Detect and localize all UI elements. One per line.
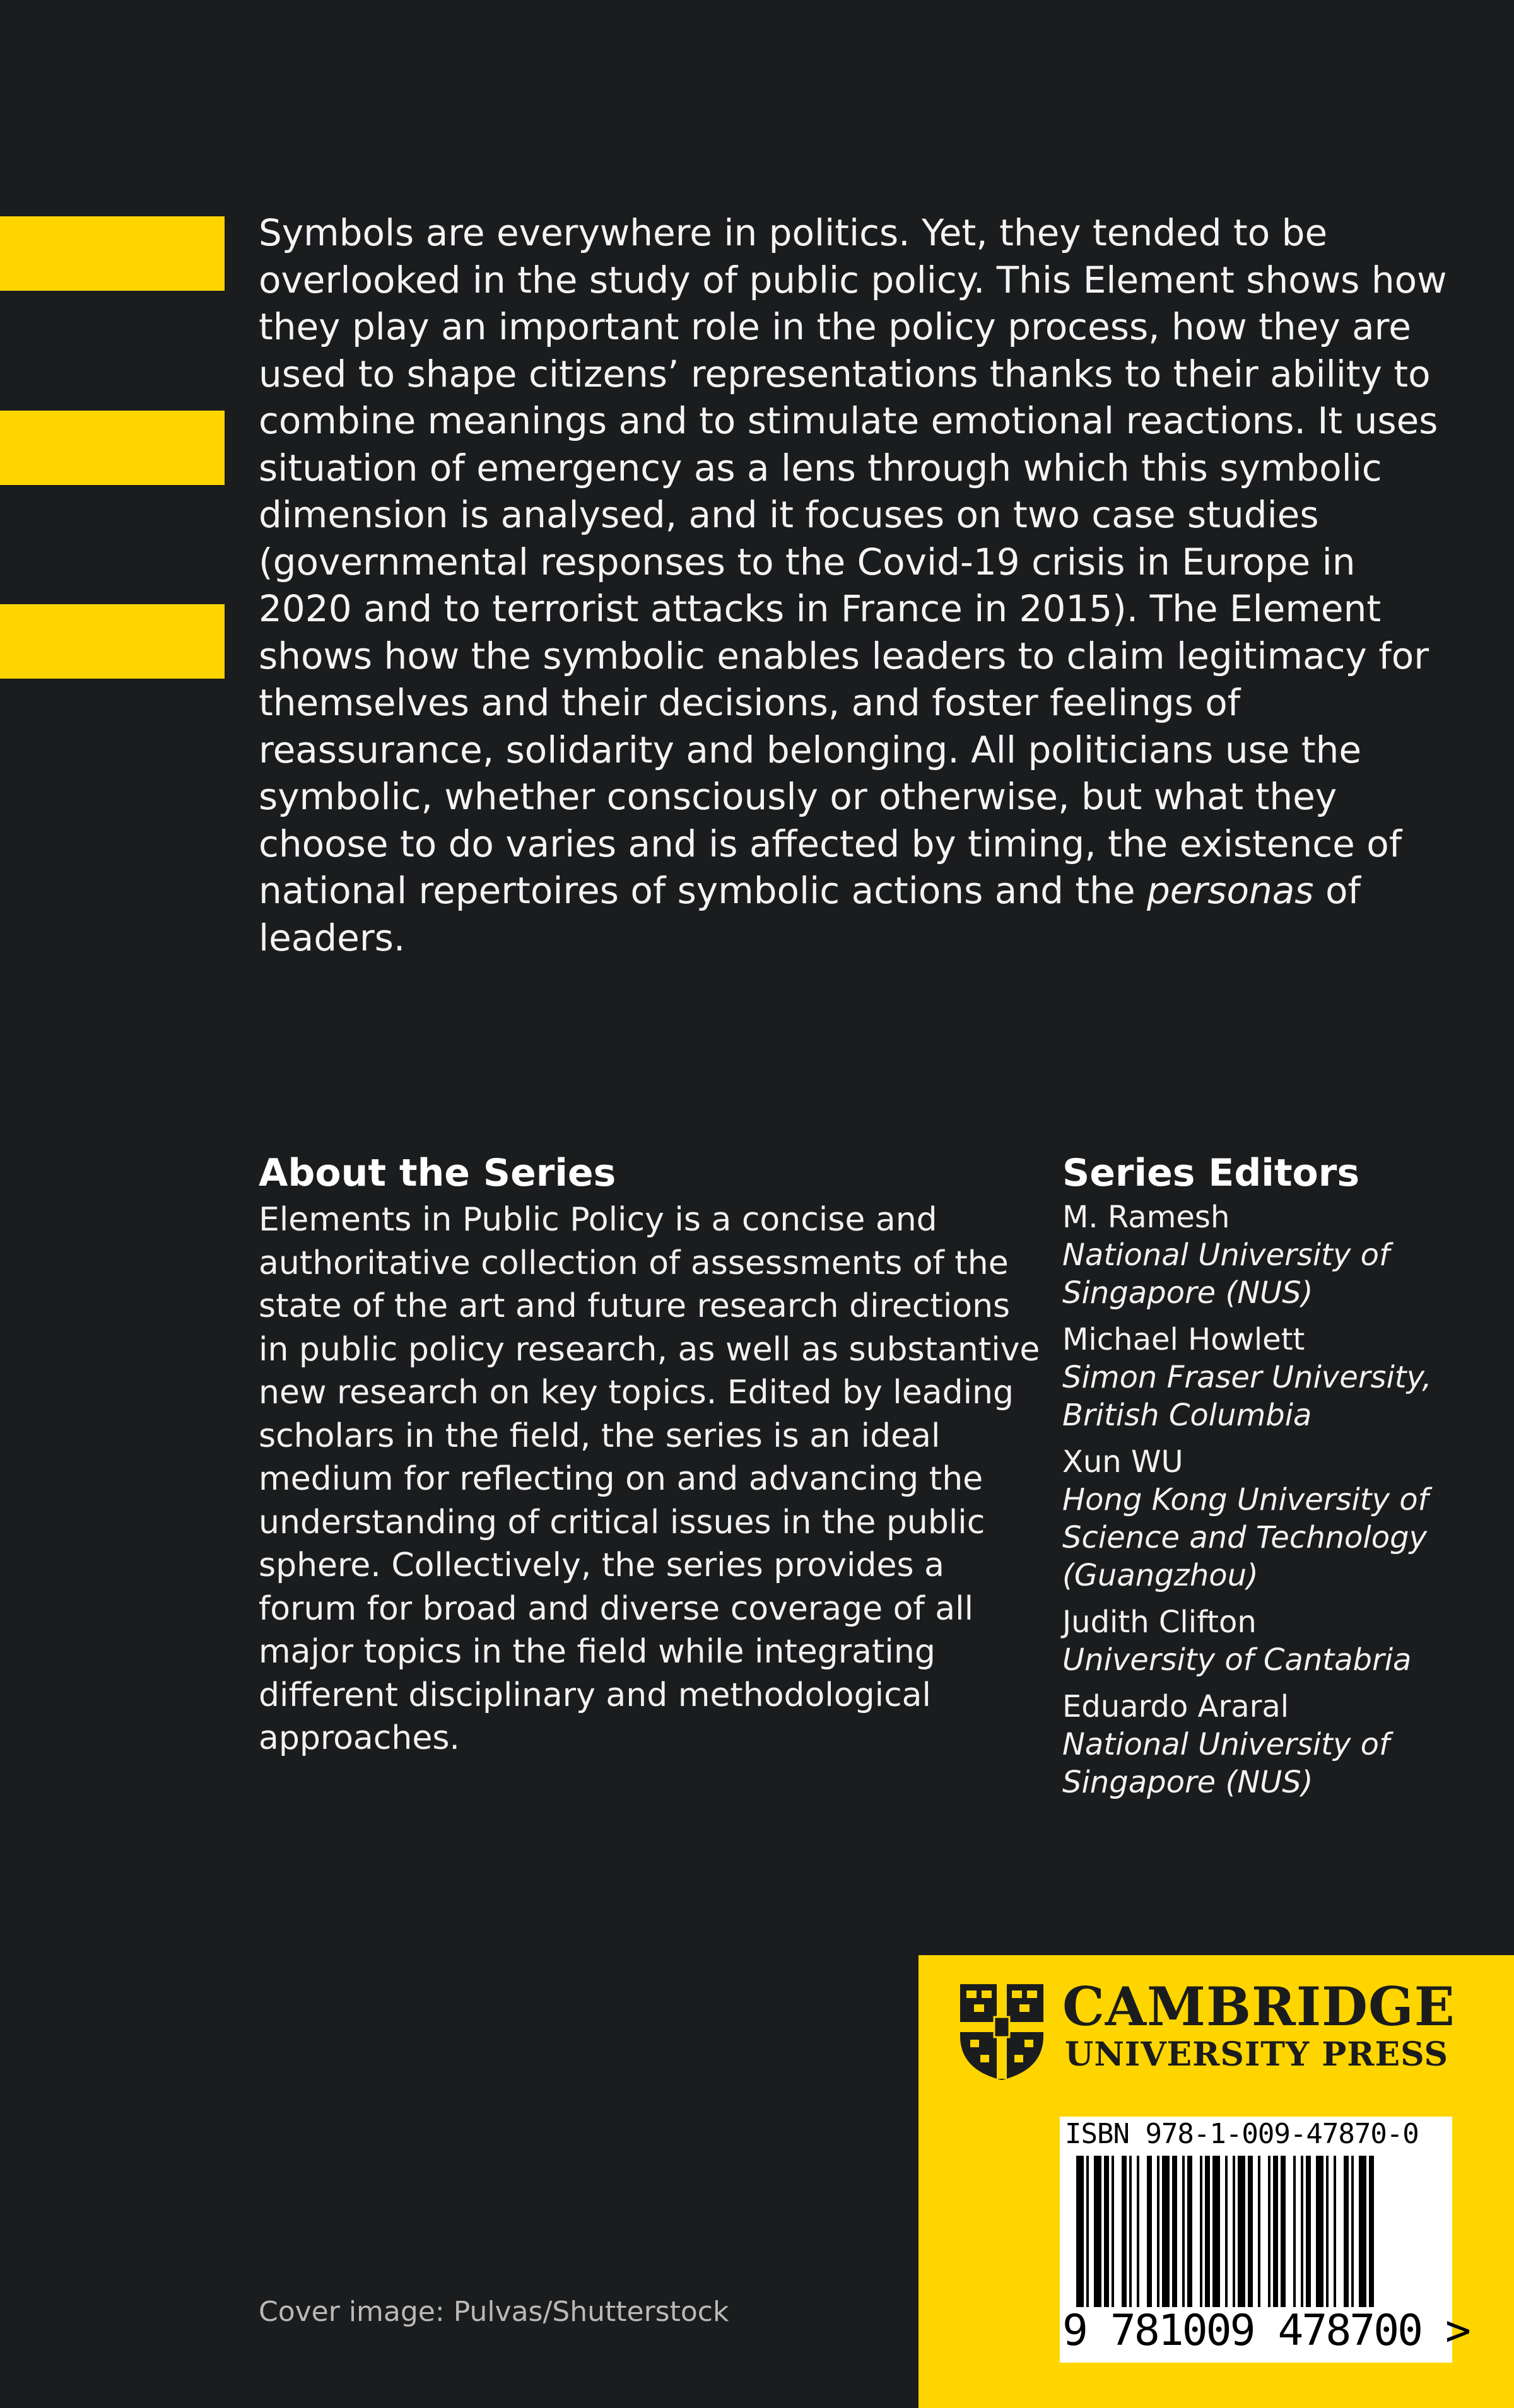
- cover-image-credit: Cover image: Pulvas/Shutterstock: [259, 2296, 729, 2328]
- blurb-text: Symbols are everywhere in politics. Yet, they tended to be overlooked in the study of public policy. This Element shows how they play an important role in the policy process, how they are used to shape citizens’ representations thanks to their ability to combine meanings and to stimulate emotional reactions. It uses situation of emergency as a lens through which this symbolic dimension is analysed, and it focuses on two case studies (governmental responses to the Covid-19 crisis in Europe in 2020 and to terrorist attacks in France in 2015). The Element shows how the symbolic enables leaders to claim legitimacy for themselves and their decisions, and foster feelings of reassurance, solidarity and belonging. All politicians use the symbolic, whether consciously or otherwise, but what they choose to do varies and is affected by timing, the existence of national repertoires of symbolic actions and the: [259, 211, 1447, 912]
- cambridge-shield-icon: [958, 1982, 1046, 2083]
- editor-entry: [1062, 1198, 1466, 1312]
- editor-affiliation: University of Cantabria: [1062, 1642, 1412, 1678]
- editor-affiliation: Hong Kong University of Science and Technology (Guangzhou): [1062, 1482, 1429, 1593]
- about-series-section: [259, 1148, 1047, 1760]
- barcode-icon: [1076, 2156, 1436, 2307]
- yellow-accent-bar-2: [0, 411, 225, 485]
- editor-name: Xun WU: [1062, 1444, 1183, 1480]
- about-series-text: Elements in Public Policy is a concise and authoritative collection of assessments of the state of the art and future research directions in public policy research, as well as substantive new research on key topics. Edited by leading scholars in the field, the series is an ideal medium for reflecting on and advancing the understanding of critical issues in the public sphere. Collectively, the series provides a forum for broad and diverse coverage of all major topics in the field while integrating different disciplinary and methodological approaches.: [259, 1201, 1040, 1757]
- editor-affiliation: National University of Singapore (NUS): [1062, 1727, 1390, 1800]
- yellow-accent-bar-3: [0, 604, 225, 679]
- editor-entry: [1062, 1321, 1466, 1434]
- yellow-accent-bar-1: [0, 216, 225, 291]
- about-series-heading: About the Series: [259, 1151, 616, 1195]
- barcode-box: [1060, 2117, 1469, 2363]
- barcode-digits: 9 781009 478700 >: [1062, 2306, 1469, 2356]
- editor-name: Michael Howlett: [1062, 1322, 1305, 1357]
- editor-name: Judith Clifton: [1062, 1604, 1257, 1640]
- editor-name: Eduardo Araral: [1062, 1689, 1289, 1724]
- editor-entry: [1062, 1688, 1466, 1801]
- editor-entry: [1062, 1443, 1466, 1594]
- editor-affiliation: National University of Singapore (NUS): [1062, 1237, 1390, 1311]
- publisher-panel: [918, 1955, 1514, 2408]
- series-editors-section: [1062, 1148, 1466, 1810]
- isbn-label: ISBN 978-1-009-47870-0: [1065, 2118, 1419, 2150]
- blurb-text-end: of leaders.: [259, 869, 1361, 959]
- publisher-name: CAMBRIDGE: [1062, 1975, 1455, 2038]
- book-blurb: [259, 209, 1457, 961]
- editor-name: M. Ramesh: [1062, 1200, 1230, 1235]
- series-editors-heading: Series Editors: [1062, 1151, 1360, 1195]
- publisher-subname: UNIVERSITY PRESS: [1065, 2035, 1449, 2074]
- blurb-italic-term: personas: [1146, 869, 1314, 912]
- editor-affiliation: Simon Fraser University, British Columbia: [1062, 1360, 1432, 1433]
- editor-entry: [1062, 1603, 1466, 1679]
